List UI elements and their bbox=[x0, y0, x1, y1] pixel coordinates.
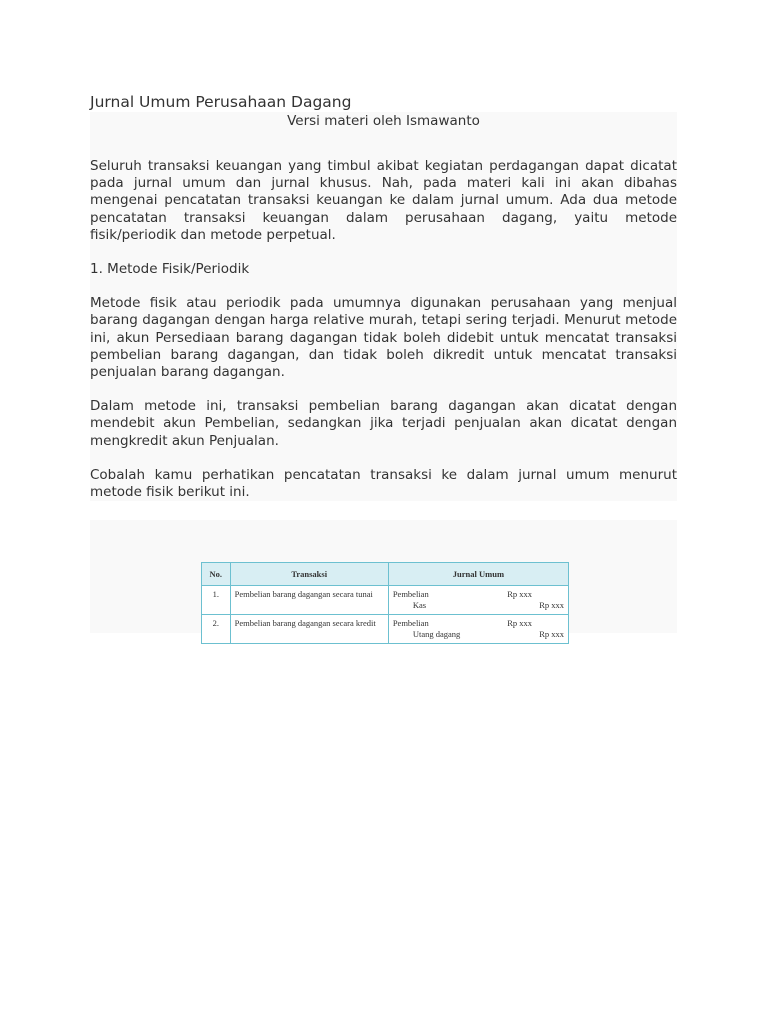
debit-account: Pembelian bbox=[392, 618, 429, 628]
document-body bbox=[90, 92, 677, 501]
document-title: Jurnal Umum Perusahaan Dagang bbox=[90, 93, 352, 111]
credit-line bbox=[393, 629, 564, 640]
credit-account: Utang dagang bbox=[412, 629, 461, 639]
credit-line bbox=[393, 600, 564, 611]
cell-no: 1. bbox=[202, 586, 231, 615]
paragraph-perhatikan: Cobalah kamu perhatikan pencatatan transaksi ke dalam jurnal umum menurut metode fisik berikut ini. bbox=[90, 466, 677, 501]
header-transaksi: Transaksi bbox=[230, 563, 388, 586]
header-jurnal-umum: Jurnal Umum bbox=[388, 563, 568, 586]
debit-amount: Rp xxx bbox=[507, 618, 532, 628]
cell-no: 2. bbox=[202, 615, 231, 644]
header-no: No. bbox=[202, 563, 231, 586]
paragraph-metode-fisik: Metode fisik atau periodik pada umumnya digunakan perusahaan yang menjual barang dagangan dengan harga relative murah, tetapi sering terjadi. Menurut metode ini, akun Persediaan barang dagangan tidak boleh didebit untuk mencatat transaksi pembelian barang dagangan, dan tidak boleh dikredit untuk mencatat transaksi penjualan barang dagangan. bbox=[90, 295, 677, 381]
debit-account: Pembelian bbox=[392, 589, 429, 599]
debit-line bbox=[393, 589, 564, 600]
table-row bbox=[202, 615, 569, 644]
table-row bbox=[202, 586, 569, 615]
journal-figure bbox=[90, 520, 677, 639]
debit-line bbox=[393, 618, 564, 629]
journal-table bbox=[201, 562, 569, 644]
cell-transaksi: Pembelian barang dagangan secara tunai bbox=[230, 586, 388, 615]
debit-amount: Rp xxx bbox=[507, 589, 532, 599]
paragraph-intro: Seluruh transaksi keuangan yang timbul akibat kegiatan perdagangan dapat dicatat pada jurnal umum dan jurnal khusus. Nah, pada materi kali ini akan dibahas mengenai pencatatan transaksi keuangan ke dalam jurnal umum. Ada dua metode pencatatan transaksi keuangan dalam perusahaan dagang, yaitu metode fisik/periodik dan metode perpetual. bbox=[90, 158, 677, 243]
paragraph-pembelian-penjualan: Dalam metode ini, transaksi pembelian barang dagangan akan dicatat dengan mendebit akun Pembelian, sedangkan jika terjadi penjualan akan dicatat dengan mengkredit akun Penjualan. bbox=[90, 398, 677, 449]
table-header-row bbox=[202, 563, 569, 586]
credit-amount: Rp xxx bbox=[539, 600, 564, 610]
section-heading: 1. Metode Fisik/Periodik bbox=[90, 261, 250, 278]
credit-amount: Rp xxx bbox=[539, 629, 564, 639]
cell-transaksi: Pembelian barang dagangan secara kredit bbox=[230, 615, 388, 644]
text-block bbox=[90, 112, 677, 501]
cell-jurnal bbox=[388, 586, 568, 615]
cell-jurnal bbox=[388, 615, 568, 644]
document-subtitle: Versi materi oleh Ismawanto bbox=[287, 113, 480, 129]
credit-account: Kas bbox=[412, 600, 427, 610]
